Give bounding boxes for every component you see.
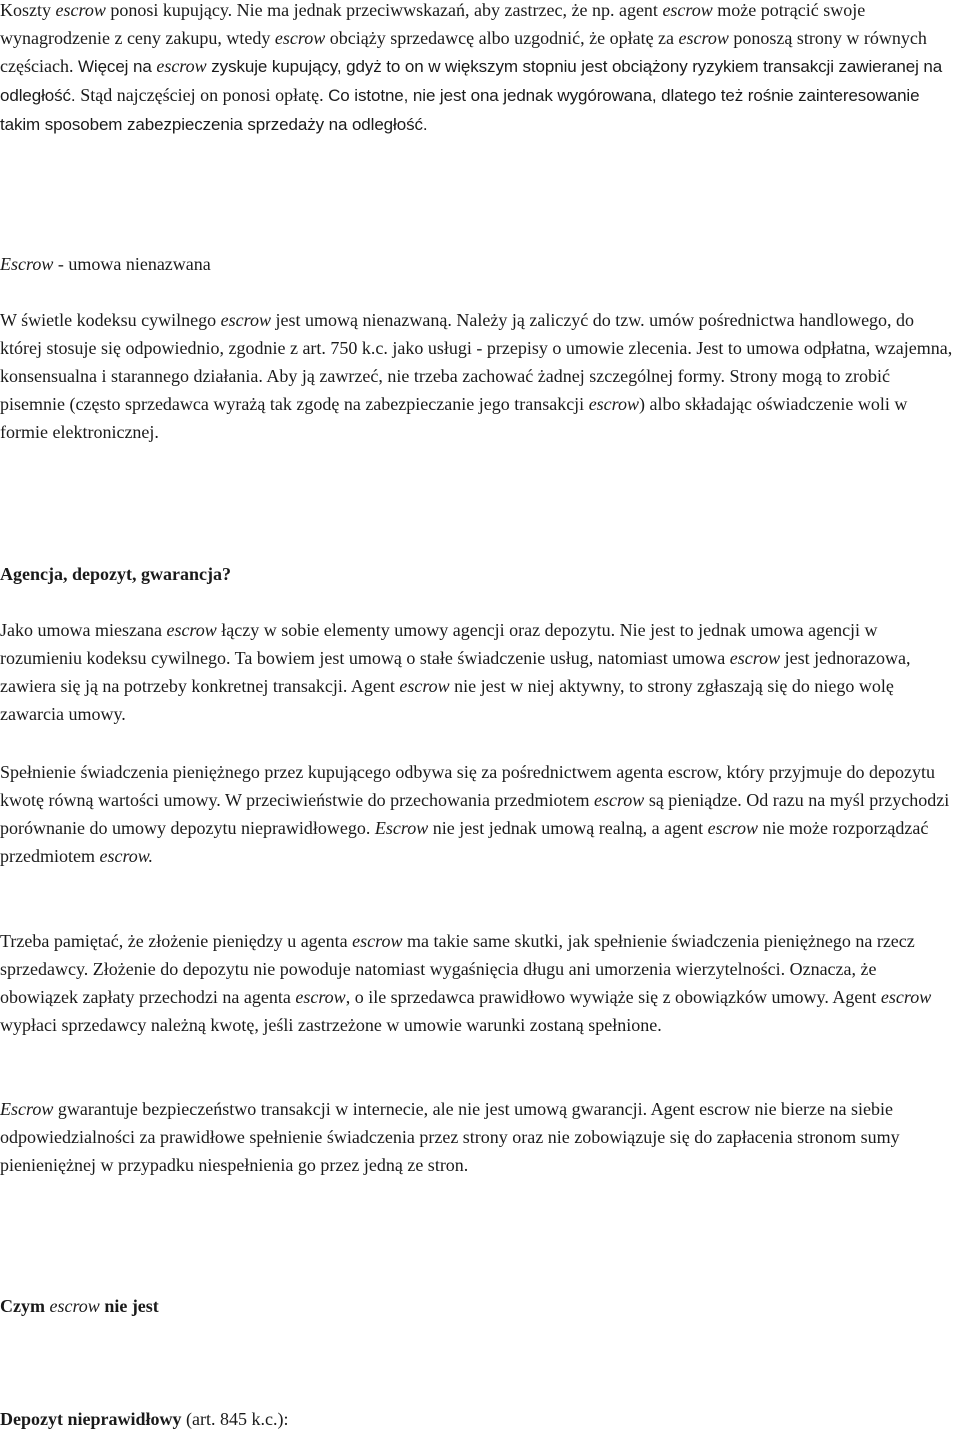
- bold-text: Czym: [0, 1296, 50, 1316]
- text-run: nie jest w niej aktywny, to strony zgłaszają się do niego wolę zawarcia umowy.: [0, 676, 894, 724]
- text-run: ponosi kupujący. Nie ma jednak przeciwwskazań, aby zastrzec, że np. agent: [105, 0, 663, 20]
- text-run: nie może rozporządzać przedmiotem: [0, 818, 929, 866]
- heading-what-escrow-is-not: [0, 1292, 159, 1320]
- text-run: Stąd najczęściej on ponosi opłatę.: [80, 85, 329, 105]
- italic-term: Escrow: [0, 254, 54, 274]
- italic-term: escrow: [352, 931, 403, 951]
- heading-irregular-deposit: [0, 1405, 288, 1433]
- italic-term: escrow: [588, 394, 640, 414]
- text-run: obciąży sprzedawcę albo uzgodnić, że opłatę za: [325, 28, 679, 48]
- text-run: Trzeba pamiętać, że złożenie pieniędzy u agenta: [0, 931, 353, 951]
- bold-text: Agencja, depozyt, gwarancja?: [0, 564, 231, 584]
- text-run: Koszty: [0, 0, 56, 20]
- italic-term: escrow: [220, 310, 271, 330]
- text-run: Spełnienie świadczenia pieniężnego przez kupującego odbywa się za pośrednictwem agenta escrow, który przyjmuje do depozytu kwotę równą wartości umowy. W przeciwieństwie do przechowania przedmiotem: [0, 762, 935, 810]
- paragraph-civil-code: [0, 306, 958, 446]
- bold-text: nie jest: [99, 1296, 159, 1316]
- text-run: jest jednorazowa, zawiera się ją na potrzeby konkretnej transakcji. Agent: [0, 648, 911, 696]
- italic-term: escrow: [729, 648, 781, 668]
- italic-term: Escrow: [0, 1099, 54, 1119]
- italic-term: escrow: [295, 987, 346, 1007]
- paragraph-deposit-effects: [0, 927, 958, 1039]
- italic-term: escrow: [156, 56, 207, 76]
- paragraph-guarantee: [0, 1095, 958, 1179]
- text-run: nie jest jednak umową realną, a agent: [428, 818, 708, 838]
- text-run: wypłaci sprzedawcy należną kwotę, jeśli zastrzeżone w umowie warunki zostaną spełnione.: [0, 1015, 662, 1035]
- paragraph-escrow-costs: [0, 0, 958, 139]
- text-run: - umowa nienazwana: [53, 254, 211, 274]
- italic-term: escrow: [662, 0, 713, 20]
- text-run: gwarantuje bezpieczeństwo transakcji w internecie, ale nie jest umową gwarancji. Agent escrow nie bierze na siebie odpowiedzialności za prawidłowe spełnienie świadczenia przez strony oraz nie zobowiązuje się do zapłacenia stronom sumy pienieniężnej w przypadku niespełnienia go przez jedną ze stron.: [0, 1099, 900, 1175]
- text-run: W świetle kodeksu cywilnego: [0, 310, 221, 330]
- italic-term: escrow: [707, 818, 758, 838]
- text-run: , o ile sprzedawca prawidłowo wywiąże się z obowiązków umowy. Agent: [345, 987, 881, 1007]
- text-run: zyskuje kupujący, gdyż to on w większym stopniu jest obciążony ryzykiem transakcji zawieranej na odległość.: [0, 57, 943, 105]
- bold-text: Depozyt nieprawidłowy: [0, 1409, 182, 1429]
- italic-term: escrow: [49, 1296, 100, 1316]
- heading-escrow-unnamed-contract: [0, 250, 211, 278]
- italic-term: escrow: [166, 620, 217, 640]
- italic-term: escrow: [399, 676, 450, 696]
- text-run: są pieniądze. Od razu na myśl przychodzi porównanie do umowy depozytu nieprawidłowego.: [0, 790, 950, 838]
- text-run: ) albo składając oświadczenie woli w formie elektronicznej.: [0, 394, 908, 442]
- italic-term: escrow: [880, 987, 932, 1007]
- text-run: Więcej na: [77, 57, 157, 76]
- text-run: łączy w sobie elementy umowy agencji oraz depozytu. Nie jest to jednak umowa agencji w rozumieniu kodeksu cywilnego. Ta bowiem jest umową o stałe świadczenie usług, natomiast umowa: [0, 620, 878, 668]
- text-run: może potrącić swoje wynagrodzenie z ceny zakupu, wtedy: [0, 0, 866, 48]
- text-run: ma takie same skutki, jak spełnienie świadczenia pieniężnego na rzecz sprzedawcy. Złożenie do depozytu nie powoduje natomiast wygaśnięcia długu ani umorzenia wierzytelności. Oznacza, że obowiązek zapłaty przechodzi na agenta: [0, 931, 915, 1007]
- paragraph-mixed-contract: [0, 616, 958, 728]
- text-run: jest umową nienazwaną. Należy ją zaliczyć do tzw. umów pośrednictwa handlowego, do której stosuje się odpowiednio, zgodnie z art. 750 k.c. jako usługi - przepisy o umowie zlecenia. Jest to umowa odpłatna, wzajemna, konsensualna i starannego działania. Aby ją zawrzeć, nie trzeba zachować żadnej szczególnej formy. Strony mogą to zrobić pisemnie (często sprzedawca wyrażą tak zgodę na zabezpieczanie jego transakcji: [0, 310, 953, 414]
- italic-term: Escrow: [374, 818, 429, 838]
- italic-term: escrow: [274, 28, 326, 48]
- paragraph-payment-performance: [0, 758, 958, 870]
- italic-term: escrow: [678, 28, 729, 48]
- italic-term: escrow.: [99, 846, 153, 866]
- heading-agency-deposit-guarantee: [0, 560, 231, 588]
- text-run: Co istotne, nie jest ona jednak wygórowana, dlatego też rośnie zainteresowanie takim sposobem zabezpieczenia sprzedaży na odległość.: [0, 86, 920, 134]
- text-run: Jako umowa mieszana: [0, 620, 167, 640]
- italic-term: escrow: [55, 0, 106, 20]
- text-run: ponoszą strony w równych częściach.: [0, 28, 927, 76]
- text-run: (art. 845 k.c.):: [181, 1409, 289, 1429]
- italic-term: escrow: [593, 790, 645, 810]
